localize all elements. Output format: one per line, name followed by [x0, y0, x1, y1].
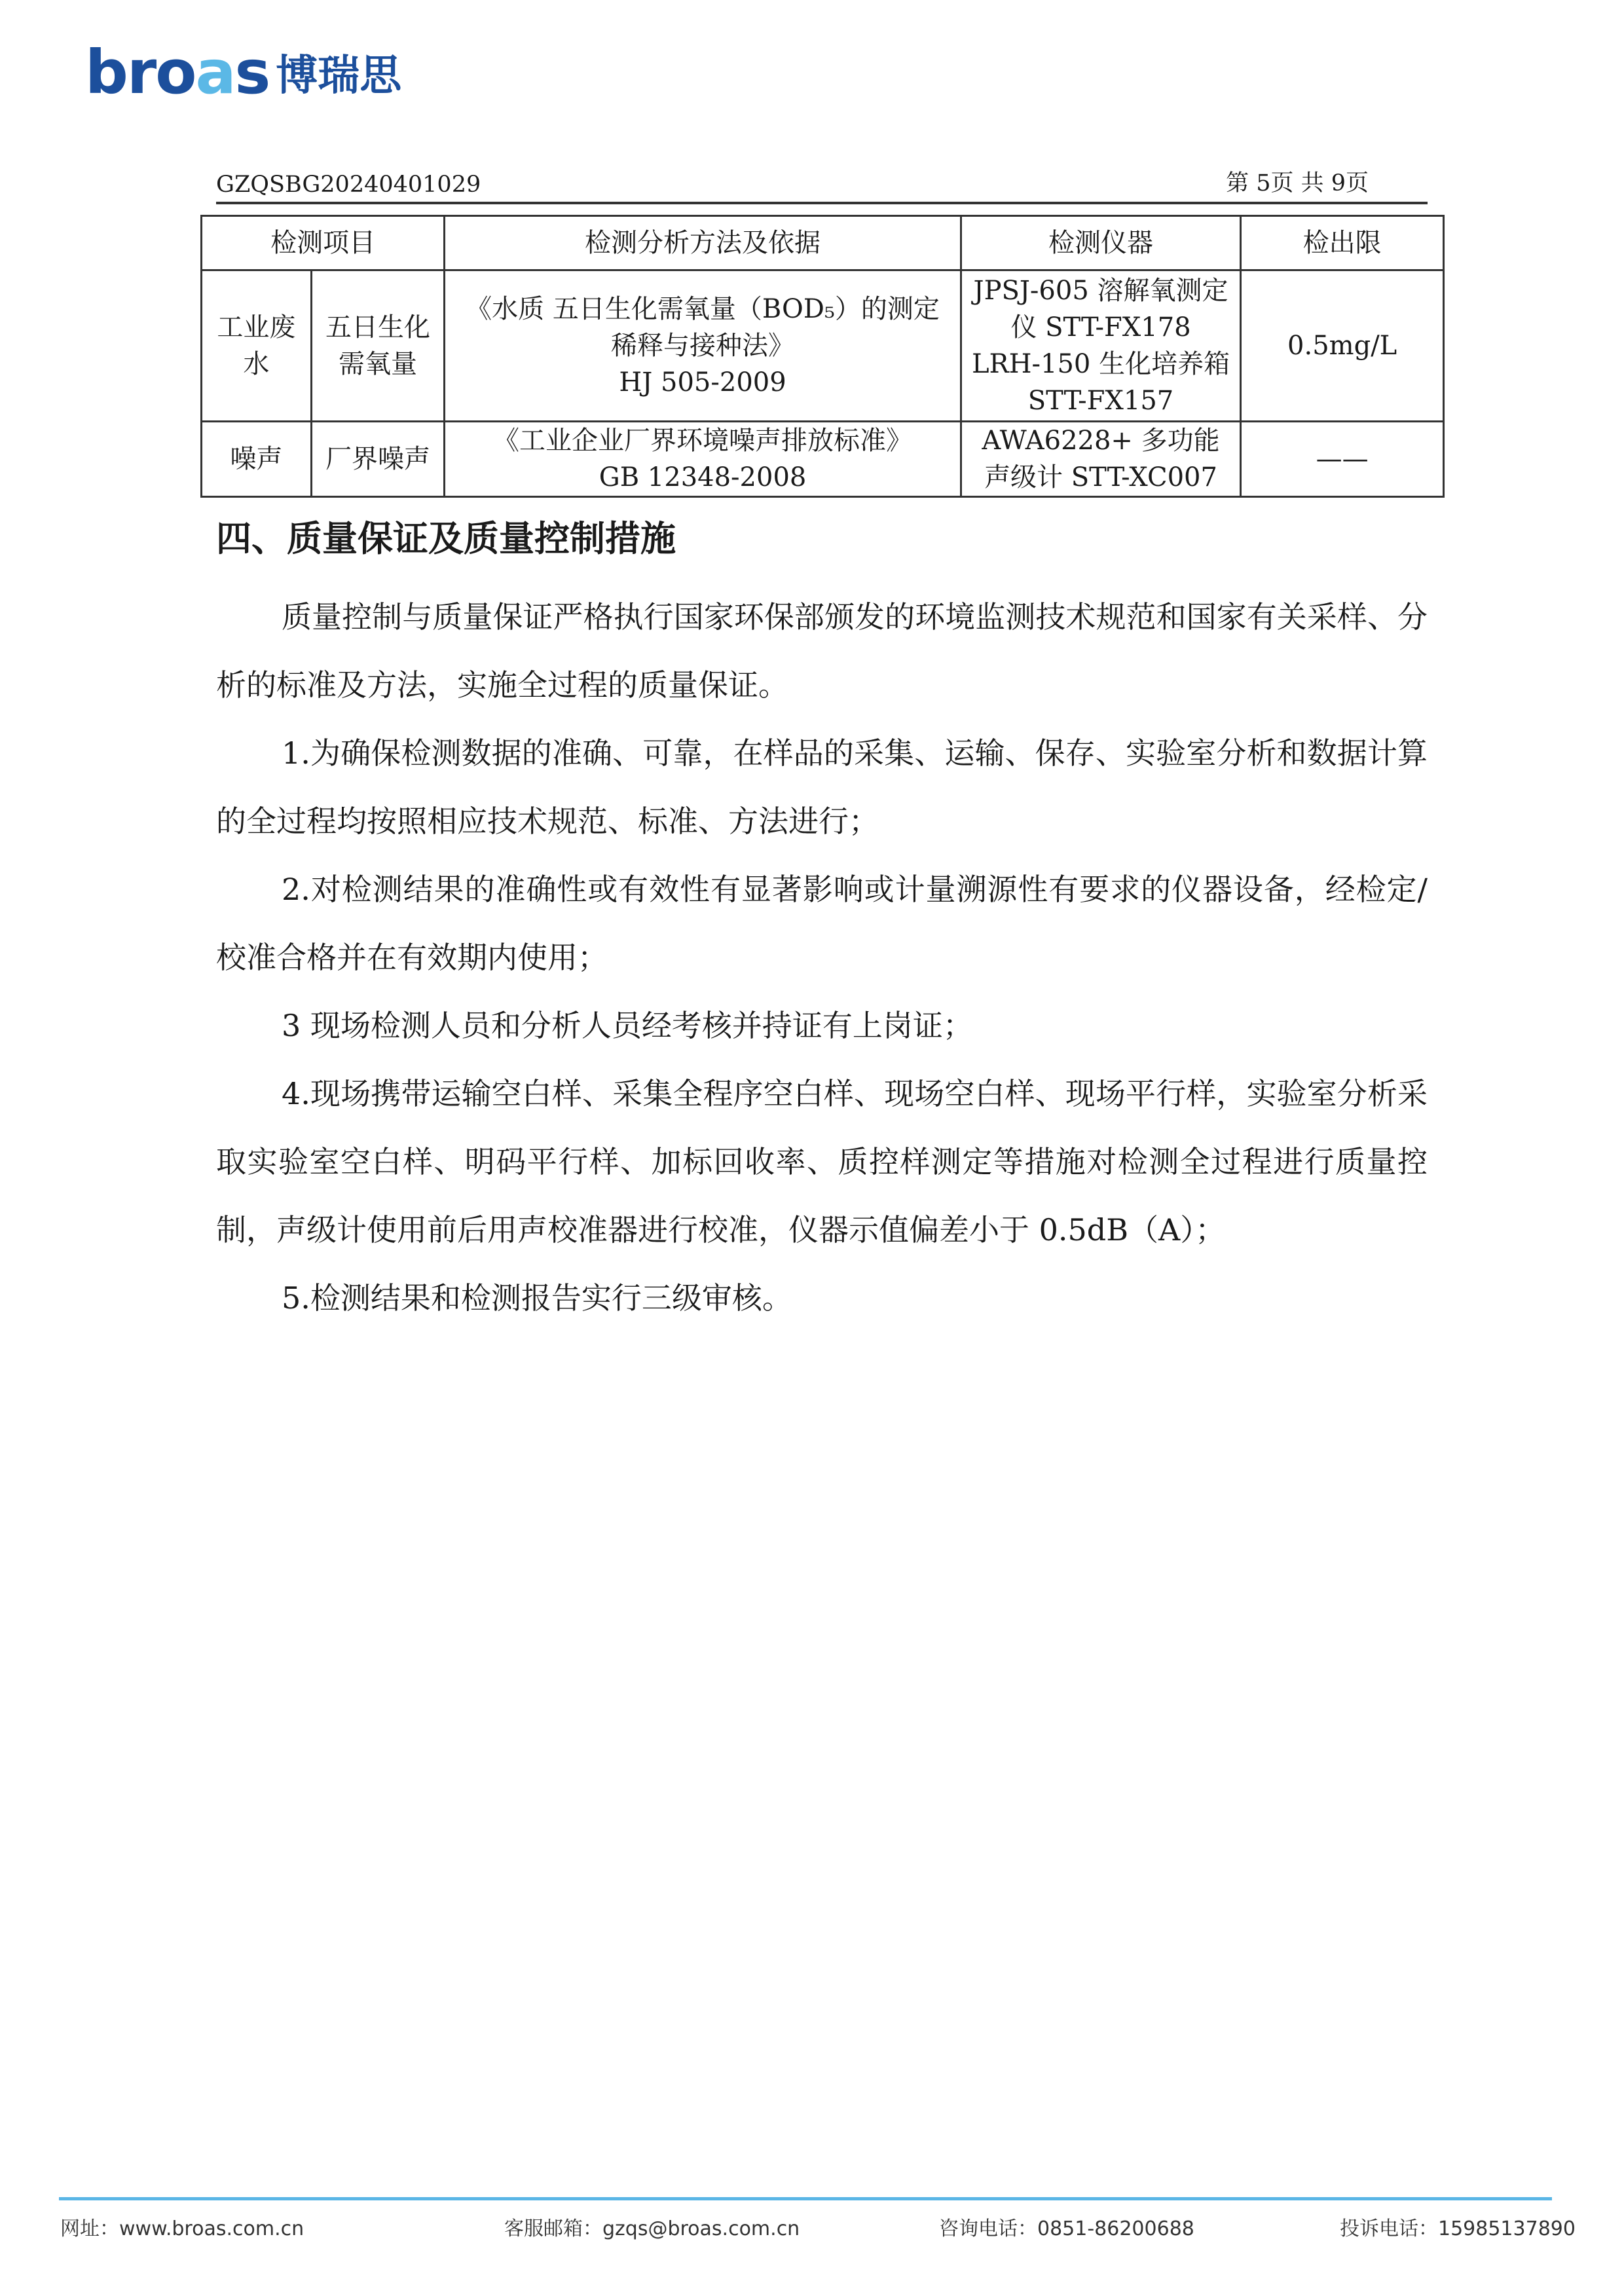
report-code: GZQSBG20240401029	[216, 172, 481, 198]
paragraph: 3 现场检测人员和分析人员经考核并持证有上岗证；	[282, 1008, 973, 1043]
footer-complaint: 投诉电话：15985137890	[1340, 2217, 1576, 2240]
paragraph: 4.现场携带运输空白样、采集全程序空白样、现场空白样、现场平行样，实验室分析采取实验室空白样、明码平行样、加标回收率、质控样测定等措施对检测全过程进行质量控制，声级计使用前后用声校准器进行校准，仪器示值偏差小于 0.5dB（A）；	[216, 1076, 1428, 1248]
cell-item: 五日生化需氧量	[311, 270, 445, 422]
section-title: 四、质量保证及质量控制措施	[216, 518, 676, 559]
report-header	[216, 162, 1428, 204]
cell-method	[445, 422, 961, 497]
header-item: 检测项目	[202, 216, 445, 270]
cell-item: 厂界噪声	[311, 422, 445, 497]
cell-method	[445, 270, 961, 422]
table-row	[202, 270, 1444, 422]
page-info: 第 5页 共 9页	[1226, 170, 1369, 196]
instrument-2: LRH-150 生化培养箱 STT-FX157	[971, 349, 1230, 416]
footer-email: 客服邮箱：gzqs@broas.com.cn	[504, 2217, 800, 2240]
footer-website: 网址：www.broas.com.cn	[60, 2217, 304, 2240]
paragraph: 质量控制与质量保证严格执行国家环保部颁发的环境监测技术规范和国家有关采样、分析的标准及方法，实施全过程的质量保证。	[216, 599, 1428, 703]
table-row	[202, 422, 1444, 497]
footer-phone: 咨询电话：0851-86200688	[939, 2217, 1194, 2240]
header-instrument: 检测仪器	[961, 216, 1241, 270]
table-header-row	[202, 216, 1444, 270]
instrument-1: AWA6228+ 多功能声级计 STT-XC007	[982, 426, 1220, 492]
cell-instrument	[961, 422, 1241, 497]
logo-latin: broas	[85, 37, 270, 107]
paragraph: 1.为确保检测数据的准确、可靠，在样品的采集、运输、保存、实验室分析和数据计算的全过程均按照相应技术规范、标准、方法进行；	[216, 735, 1428, 839]
cell-limit: 0.5mg/L	[1241, 270, 1444, 422]
company-logo	[85, 39, 401, 105]
cell-instrument	[961, 270, 1241, 422]
header-method: 检测分析方法及依据	[445, 216, 961, 270]
footer-rule	[59, 2197, 1552, 2200]
test-method-table	[200, 215, 1445, 498]
paragraph: 5.检测结果和检测报告实行三级审核。	[282, 1280, 792, 1316]
logo-cjk: 博瑞思	[276, 52, 402, 100]
cell-category: 噪声	[202, 422, 312, 497]
cell-limit: ——	[1241, 422, 1444, 497]
method-name: 《水质 五日生化需氧量（BOD₅）的测定 稀释与接种法》	[466, 294, 940, 361]
method-standard: GB 12348-2008	[599, 462, 807, 492]
header-limit: 检出限	[1241, 216, 1444, 270]
instrument-1: JPSJ-605 溶解氧测定仪 STT-FX178	[973, 276, 1228, 343]
method-standard: HJ 505-2009	[619, 367, 786, 398]
method-name: 《工业企业厂界环境噪声排放标准》	[493, 426, 913, 456]
cell-category: 工业废水	[202, 270, 312, 422]
paragraph: 2.对检测结果的准确性或有效性有显著影响或计量溯源性有要求的仪器设备，经检定/校准合格并在有效期内使用；	[216, 872, 1428, 975]
